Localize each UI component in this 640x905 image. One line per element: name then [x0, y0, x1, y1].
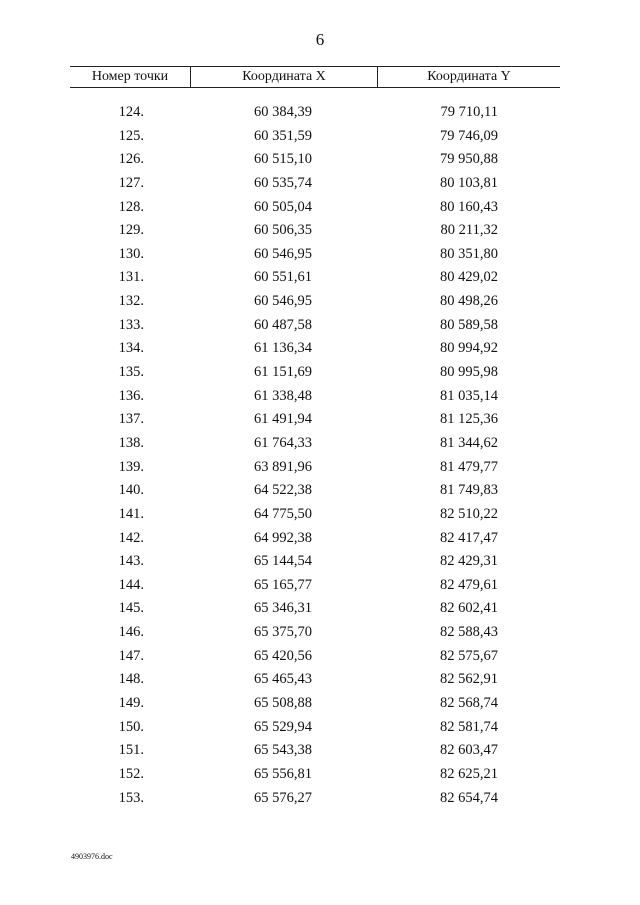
point-number-cell: 151.: [118, 742, 144, 759]
coordinate-y-cell: 82 568,74: [440, 695, 498, 712]
table-row: [0, 173, 640, 197]
coordinate-x-cell: 65 529,94: [254, 718, 312, 735]
coordinate-y-cell: 80 498,26: [440, 293, 498, 310]
table-row: [0, 693, 640, 717]
point-number-cell: 124.: [118, 104, 144, 120]
coordinate-x-cell: 65 144,54: [254, 553, 312, 570]
coordinate-y-cell: 79 950,88: [440, 151, 498, 168]
coordinate-y-cell: 82 575,67: [440, 647, 498, 664]
coordinate-y-cell: 81 125,36: [440, 411, 498, 428]
header-point-number: Номер точки: [70, 67, 191, 87]
coordinate-x-cell: 60 487,58: [254, 316, 312, 333]
coordinate-y-cell: 82 654,74: [440, 789, 498, 806]
table-row: [0, 764, 640, 788]
table-row: [0, 528, 640, 552]
point-number-cell: 132.: [118, 293, 144, 310]
point-number-cell: 130.: [118, 245, 144, 262]
point-number-cell: 149.: [118, 695, 144, 712]
point-number-cell: 135.: [118, 364, 144, 381]
table-row: [0, 669, 640, 693]
point-number-cell: 131.: [118, 269, 144, 286]
table-row: [0, 102, 640, 126]
table-row: [0, 480, 640, 504]
coordinate-x-cell: 61 491,94: [254, 411, 312, 428]
coordinate-x-cell: 63 891,96: [254, 458, 312, 475]
coordinate-x-cell: 60 505,04: [254, 198, 312, 215]
coordinate-x-cell: 65 556,81: [254, 765, 312, 782]
table-row: [0, 646, 640, 670]
coordinate-x-cell: 61 338,48: [254, 387, 312, 404]
point-number-cell: 148.: [118, 671, 144, 688]
table-row: [0, 362, 640, 386]
coordinate-x-cell: 65 375,70: [254, 624, 312, 641]
table-row: [0, 291, 640, 315]
table-row: [0, 197, 640, 221]
coordinate-x-cell: 60 384,39: [254, 104, 312, 120]
table-row: [0, 409, 640, 433]
table-row: [0, 149, 640, 173]
coordinate-y-cell: 82 562,91: [440, 671, 498, 688]
coordinate-y-cell: 80 589,58: [440, 316, 498, 333]
point-number-cell: 125.: [118, 127, 144, 144]
table-row: [0, 457, 640, 481]
point-number-cell: 143.: [118, 553, 144, 570]
point-number-cell: 126.: [118, 151, 144, 168]
coordinate-x-cell: 61 136,34: [254, 340, 312, 357]
coordinate-y-cell: 81 749,83: [440, 482, 498, 499]
point-number-cell: 133.: [118, 316, 144, 333]
table-row: [0, 551, 640, 575]
point-number-cell: 142.: [118, 529, 144, 546]
point-number-cell: 153.: [118, 789, 144, 806]
coordinate-x-cell: 64 775,50: [254, 505, 312, 522]
coordinate-y-cell: 79 710,11: [440, 104, 498, 120]
table-row: [0, 338, 640, 362]
coordinate-y-cell: 82 602,41: [440, 600, 498, 617]
coordinate-x-cell: 60 535,74: [254, 174, 312, 191]
coordinate-x-cell: 60 506,35: [254, 222, 312, 239]
coordinate-y-cell: 82 625,21: [440, 765, 498, 782]
coordinate-x-cell: 65 465,43: [254, 671, 312, 688]
coordinate-y-cell: 82 510,22: [440, 505, 498, 522]
point-number-cell: 129.: [118, 222, 144, 239]
coordinate-y-cell: 80 211,32: [440, 222, 498, 239]
coordinate-x-cell: 65 543,38: [254, 742, 312, 759]
point-number-cell: 150.: [118, 718, 144, 735]
coordinate-x-cell: 64 522,38: [254, 482, 312, 499]
point-number-cell: 139.: [118, 458, 144, 475]
table-row: [0, 433, 640, 457]
coordinate-y-cell: 82 417,47: [440, 529, 498, 546]
table-row: [0, 315, 640, 339]
coordinate-y-cell: 82 581,74: [440, 718, 498, 735]
coordinate-x-cell: 65 420,56: [254, 647, 312, 664]
coordinate-y-cell: 81 344,62: [440, 434, 498, 451]
coordinate-x-cell: 61 764,33: [254, 434, 312, 451]
coordinate-y-cell: 80 103,81: [440, 174, 498, 191]
coordinate-y-cell: 82 429,31: [440, 553, 498, 570]
header-coordinate-x: Координата X: [191, 67, 378, 87]
table-header: [70, 66, 560, 88]
coordinate-y-cell: 80 994,92: [440, 340, 498, 357]
coordinate-x-cell: 60 515,10: [254, 151, 312, 168]
coordinate-x-cell: 60 551,61: [254, 269, 312, 286]
coordinate-x-cell: 65 346,31: [254, 600, 312, 617]
table-row: [0, 598, 640, 622]
point-number-cell: 147.: [118, 647, 144, 664]
coordinate-x-cell: 61 151,69: [254, 364, 312, 381]
page-number: 6: [315, 30, 325, 49]
point-number-cell: 144.: [118, 576, 144, 593]
table-row: [0, 267, 640, 291]
table-row: [0, 575, 640, 599]
coordinate-y-cell: 80 160,43: [440, 198, 498, 215]
coordinate-y-cell: 82 479,61: [440, 576, 498, 593]
table-row: [0, 740, 640, 764]
coordinate-x-cell: 65 165,77: [254, 576, 312, 593]
coordinate-y-cell: 80 995,98: [440, 364, 498, 381]
table-row: [0, 220, 640, 244]
coordinate-y-cell: 82 603,47: [440, 742, 498, 759]
coordinate-y-cell: 80 429,02: [440, 269, 498, 286]
table-row: [0, 386, 640, 410]
point-number-cell: 152.: [118, 765, 144, 782]
table-row: [0, 717, 640, 741]
point-number-cell: 140.: [118, 482, 144, 499]
table-row: [0, 788, 640, 812]
coordinate-x-cell: 60 546,95: [254, 245, 312, 262]
coordinate-y-cell: 81 479,77: [440, 458, 498, 475]
coordinate-y-cell: 81 035,14: [440, 387, 498, 404]
point-number-cell: 134.: [118, 340, 144, 357]
coordinate-y-cell: 80 351,80: [440, 245, 498, 262]
coordinate-x-cell: 65 576,27: [254, 789, 312, 806]
table-row: [0, 622, 640, 646]
point-number-cell: 128.: [118, 198, 144, 215]
point-number-cell: 127.: [118, 174, 144, 191]
point-number-cell: 137.: [118, 411, 144, 428]
point-number-cell: 145.: [118, 600, 144, 617]
coordinate-y-cell: 79 746,09: [440, 127, 498, 144]
table-row: [0, 126, 640, 150]
coordinate-x-cell: 64 992,38: [254, 529, 312, 546]
coordinate-x-cell: 60 546,95: [254, 293, 312, 310]
coordinates-table-body: [0, 102, 640, 811]
point-number-cell: 146.: [118, 624, 144, 641]
header-coordinate-y: Координата Y: [427, 69, 511, 84]
coordinate-x-cell: 60 351,59: [254, 127, 312, 144]
coordinate-x-cell: 65 508,88: [254, 695, 312, 712]
point-number-cell: 138.: [118, 434, 144, 451]
coordinate-y-cell: 82 588,43: [440, 624, 498, 641]
point-number-cell: 141.: [118, 505, 144, 522]
document-filename: 4903976.doc: [71, 852, 113, 861]
table-row: [0, 244, 640, 268]
point-number-cell: 136.: [118, 387, 144, 404]
table-row: [0, 504, 640, 528]
